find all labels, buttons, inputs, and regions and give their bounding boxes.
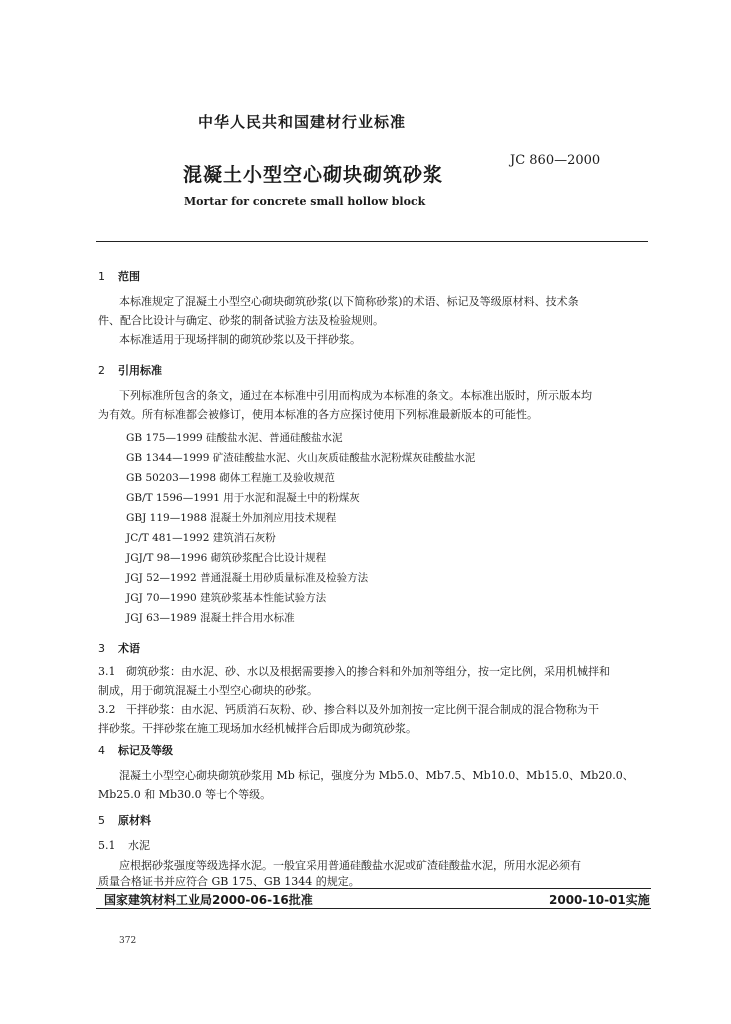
paragraph-line: 件、配合比设计与确定、砂浆的制备试验方法及检验规则。 <box>98 314 384 327</box>
paragraph-line: 本标准适用于现场拌制的砌筑砂浆以及干拌砂浆。 <box>119 333 361 346</box>
section-title: 范围 <box>118 270 140 283</box>
reference-item: JGJ 70—1990 建筑砂浆基本性能试验方法 <box>126 592 327 604</box>
reference-item: GB 50203—1998 砌体工程施工及验收规范 <box>126 472 335 484</box>
document-title-english: Mortar for concrete small hollow block <box>184 195 426 208</box>
approval-date: 国家建筑材料工业局2000-06-16批准 <box>104 893 313 907</box>
paragraph-line: 砌筑砂浆：由水泥、砂、水以及根据需要掺入的掺合料和外加剂等组分，按一定比例，采用机械拌和 <box>126 665 610 678</box>
reference-item: JGJ 63—1989 混凝土拌合用水标准 <box>126 612 295 624</box>
footer-divider-top <box>96 888 651 889</box>
section-number: 5 <box>98 814 105 827</box>
reference-item: GB 175—1999 硅酸盐水泥、普通硅酸盐水泥 <box>126 432 343 444</box>
section-number: 1 <box>98 270 105 283</box>
paragraph-line: 拌砂浆。干拌砂浆在施工现场加水经机械拌合后即成为砌筑砂浆。 <box>98 722 417 735</box>
term-3-1 <box>98 662 610 681</box>
document-title: 混凝土小型空心砌块砌筑砂浆 <box>183 164 444 186</box>
paragraph-line: 应根据砂浆强度等级选择水泥。一般宜采用普通硅酸盐水泥或矿渣硅酸盐水泥，所用水泥必须有 <box>119 859 581 872</box>
subsection-number: 5.1 <box>98 839 116 852</box>
header-divider <box>96 241 648 242</box>
reference-item: GB 1344—1999 矿渣硅酸盐水泥、火山灰质硅酸盐水泥粉煤灰硅酸盐水泥 <box>126 452 476 464</box>
section-5-heading <box>98 812 151 828</box>
reference-item: JC/T 481—1992 建筑消石灰粉 <box>126 532 276 544</box>
section-title: 原材料 <box>118 814 151 827</box>
paragraph-line: 为有效。所有标准都会被修订，使用本标准的各方应探讨使用下列标准最新版本的可能性。 <box>98 408 538 421</box>
paragraph-line: 下列标准所包含的条文，通过在本标准中引用而构成为本标准的条文。本标准出版时，所示版本均 <box>119 389 592 402</box>
reference-item: JGJ/T 98—1996 砌筑砂浆配合比设计规程 <box>126 552 327 564</box>
paragraph-line: 本标准规定了混凝土小型空心砌块砌筑砂浆(以下简称砂浆)的术语、标记及等级原材料、技术条 <box>119 295 579 308</box>
footer-divider-bottom <box>96 908 651 909</box>
reference-item: GB/T 1596—1991 用于水泥和混凝土中的粉煤灰 <box>126 492 360 504</box>
section-4-heading <box>98 742 173 758</box>
section-title: 标记及等级 <box>118 744 173 757</box>
term-number: 3.2 <box>98 703 116 716</box>
standard-code: JC 860—2000 <box>510 153 601 168</box>
paragraph-line: 制成，用于砌筑混凝土小型空心砌块的砂浆。 <box>98 684 318 697</box>
paragraph-line: 质量合格证书并应符合 GB 175、GB 1344 的规定。 <box>98 875 360 888</box>
section-number: 2 <box>98 364 105 377</box>
section-1-heading <box>98 268 140 284</box>
paragraph-line: 干拌砂浆：由水泥、钙质消石灰粉、砂、掺合料以及外加剂按一定比例干混合制成的混合物称为干 <box>126 703 599 716</box>
implementation-date: 2000-10-01实施 <box>549 893 650 907</box>
section-number: 4 <box>98 744 105 757</box>
subsection-5-1-heading <box>98 836 150 855</box>
paragraph-line: 混凝土小型空心砌块砌筑砂浆用 Mb 标记，强度分为 Mb5.0、Mb7.5、Mb10.0、Mb15.0、Mb20.0、 <box>119 769 634 782</box>
term-number: 3.1 <box>98 665 116 678</box>
paragraph-line: Mb25.0 和 Mb30.0 等七个等级。 <box>98 788 272 801</box>
section-3-heading <box>98 640 140 656</box>
subsection-title: 水泥 <box>128 839 150 852</box>
section-number: 3 <box>98 642 105 655</box>
reference-item: GBJ 119—1988 混凝土外加剂应用技术规程 <box>126 512 337 524</box>
reference-item: JGJ 52—1992 普通混凝土用砂质量标准及检验方法 <box>126 572 369 584</box>
section-2-heading <box>98 362 162 378</box>
section-title: 术语 <box>118 642 140 655</box>
section-title: 引用标准 <box>118 364 162 377</box>
term-3-2 <box>98 700 599 719</box>
page-number: 372 <box>119 936 137 946</box>
standard-organization: 中华人民共和国建材行业标准 <box>198 113 407 131</box>
